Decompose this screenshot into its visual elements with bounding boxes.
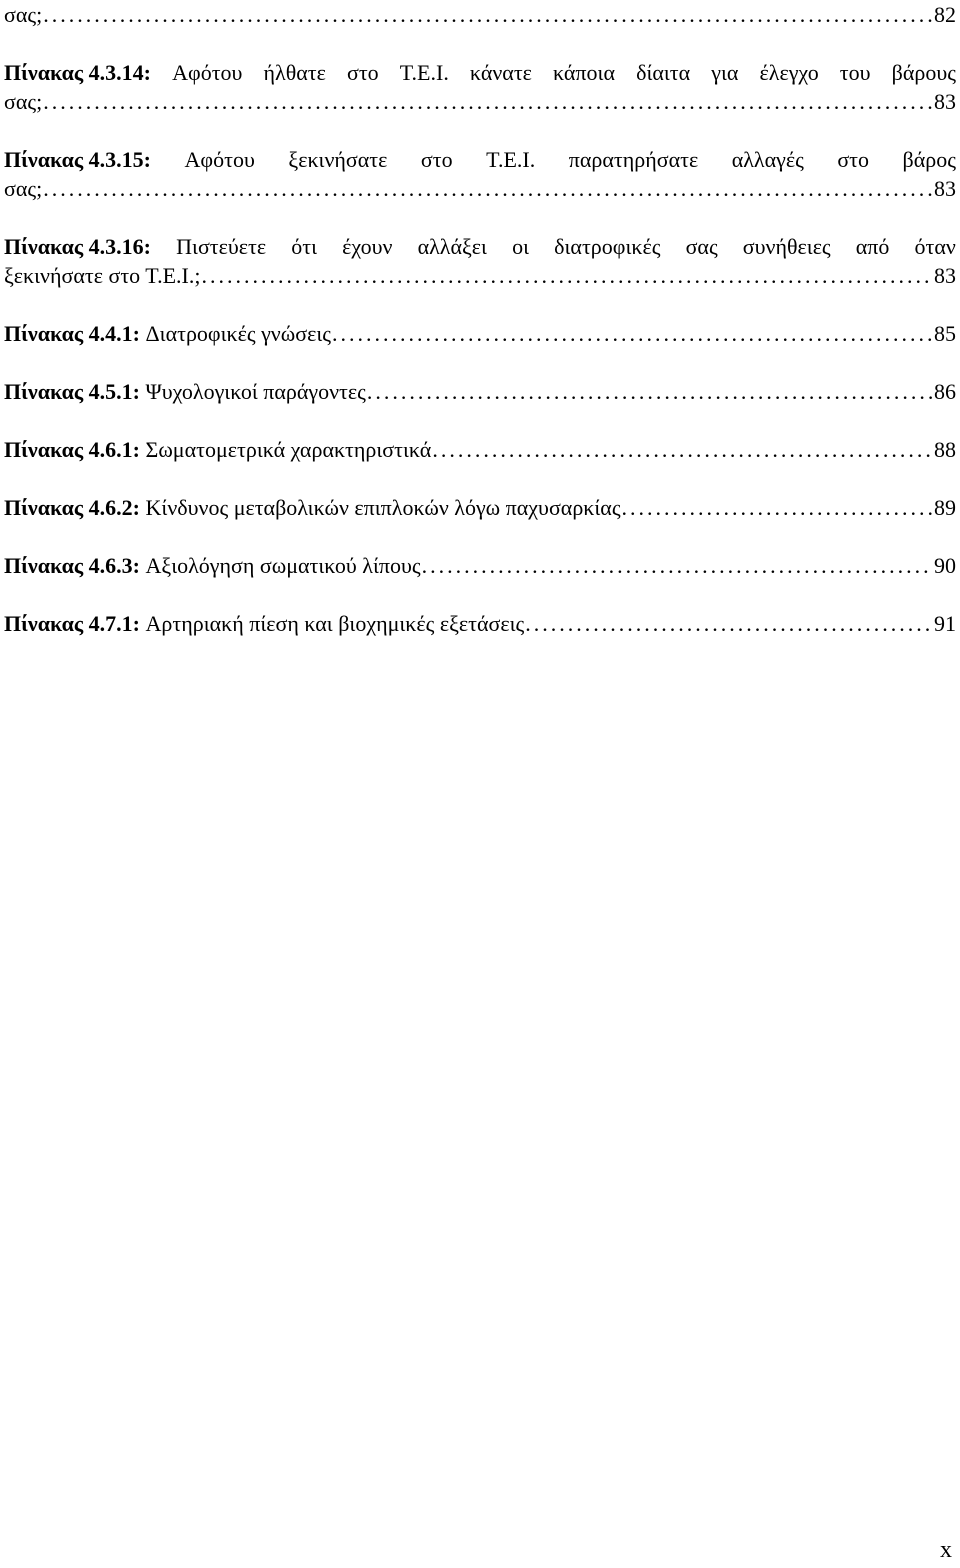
toc-entry-title-word: έλεγχο	[759, 60, 819, 85]
dot-leader	[201, 261, 933, 290]
toc-entry-title-word: στο	[837, 147, 870, 172]
toc-page-number: 89	[934, 495, 956, 520]
toc-entry[interactable]	[4, 493, 956, 522]
toc-entry-label: Πίνακας 4.6.3:	[4, 553, 141, 578]
toc-continuation-text: σας;	[4, 2, 43, 27]
toc-entry-title-word: διατροφικές	[554, 234, 661, 259]
toc-entry-title-word: Πιστεύετε	[176, 234, 267, 259]
toc-entry-title-word: για	[711, 60, 739, 85]
toc-entry-title-word: σας	[685, 234, 718, 259]
toc-entry-title: Διατροφικές γνώσεις	[145, 321, 331, 346]
dot-leader	[622, 493, 933, 522]
toc-entry-title: Ψυχολογικοί παράγοντες	[145, 379, 366, 404]
toc-page-number: 85	[934, 321, 956, 346]
toc-page-number: 91	[934, 611, 956, 636]
toc-entry-label: Πίνακας 4.5.1:	[4, 379, 141, 404]
toc-entry-title-word: Τ.Ε.Ι.	[486, 147, 536, 172]
toc-entry-title-word: αλλαγές	[731, 147, 804, 172]
toc-page-number: 82	[934, 2, 956, 27]
dot-leader	[332, 319, 933, 348]
table-of-contents	[4, 0, 956, 638]
toc-entry-title-word: οι	[512, 234, 530, 259]
toc-entry-label: Πίνακας 4.3.14:	[4, 60, 152, 85]
toc-entry[interactable]	[4, 609, 956, 638]
toc-page-number: 90	[934, 553, 956, 578]
toc-page-number: 83	[934, 263, 956, 288]
toc-entry-label: Πίνακας 4.3.16:	[4, 234, 152, 259]
toc-entry-title-continuation: σας;	[4, 89, 43, 114]
toc-entry-title-word: κάνατε	[469, 60, 532, 85]
toc-entry-label: Πίνακας 4.4.1:	[4, 321, 141, 346]
toc-entry[interactable]	[4, 232, 956, 290]
toc-entry-title-word: αλλάξει	[417, 234, 487, 259]
dot-leader	[422, 551, 933, 580]
toc-entry-title-word: δίαιτα	[636, 60, 691, 85]
toc-entry[interactable]	[4, 145, 956, 203]
toc-entry-title-word: στο	[346, 60, 379, 85]
toc-entry-title-word: Τ.Ε.Ι.	[399, 60, 449, 85]
toc-page-number: 88	[934, 437, 956, 462]
dot-leader	[43, 0, 933, 29]
toc-entry-title-word: ήλθατε	[263, 60, 326, 85]
toc-entry-title: Αρτηριακή πίεση και βιοχημικές εξετάσεις	[145, 611, 525, 636]
toc-entry-title: Αξιολόγηση σωματικού λίπους	[145, 553, 421, 578]
toc-entry-title-word: βάρος	[902, 147, 956, 172]
toc-entry-title-word: όταν	[914, 234, 956, 259]
dot-leader	[367, 377, 933, 406]
toc-entry-title-word: ξεκινήσατε	[288, 147, 388, 172]
toc-entry[interactable]	[4, 319, 956, 348]
toc-page-number: 83	[934, 176, 956, 201]
toc-entry-title-word: κάποια	[553, 60, 615, 85]
toc-entry[interactable]	[4, 551, 956, 580]
toc-entry-continuation	[4, 0, 956, 29]
toc-page-number: 83	[934, 89, 956, 114]
toc-entry[interactable]	[4, 435, 956, 464]
toc-entry-title-word: από	[855, 234, 890, 259]
toc-entry-title: Κίνδυνος μεταβολικών επιπλοκών λόγω παχυσαρκίας	[145, 495, 621, 520]
toc-page-number: 86	[934, 379, 956, 404]
toc-entry-title-word: παρατηρήσατε	[568, 147, 699, 172]
page-number: x	[940, 1537, 952, 1563]
dot-leader	[525, 609, 933, 638]
toc-entry[interactable]	[4, 58, 956, 116]
dot-leader	[432, 435, 933, 464]
toc-entry-title-word: βάρους	[891, 60, 956, 85]
toc-entry[interactable]	[4, 377, 956, 406]
toc-entry-title-word: Αφότου	[184, 147, 255, 172]
toc-entry-title-continuation: σας;	[4, 176, 43, 201]
toc-entry-label: Πίνακας 4.3.15:	[4, 147, 152, 172]
toc-entries	[4, 58, 956, 638]
dot-leader	[43, 174, 933, 203]
dot-leader	[43, 87, 933, 116]
toc-entry-title-word: στο	[420, 147, 453, 172]
toc-entry-title-word: συνήθειες	[742, 234, 831, 259]
toc-entry-title-word: ότι	[291, 234, 317, 259]
toc-entry-title-word: έχουν	[342, 234, 393, 259]
toc-entry-title-continuation: ξεκινήσατε στο Τ.Ε.Ι.;	[4, 263, 201, 288]
toc-entry-label: Πίνακας 4.7.1:	[4, 611, 141, 636]
toc-entry-title-word: Αφότου	[172, 60, 243, 85]
toc-entry-label: Πίνακας 4.6.1:	[4, 437, 141, 462]
toc-entry-label: Πίνακας 4.6.2:	[4, 495, 141, 520]
toc-entry-title-word: του	[839, 60, 871, 85]
toc-entry-title: Σωματομετρικά χαρακτηριστικά	[145, 437, 432, 462]
